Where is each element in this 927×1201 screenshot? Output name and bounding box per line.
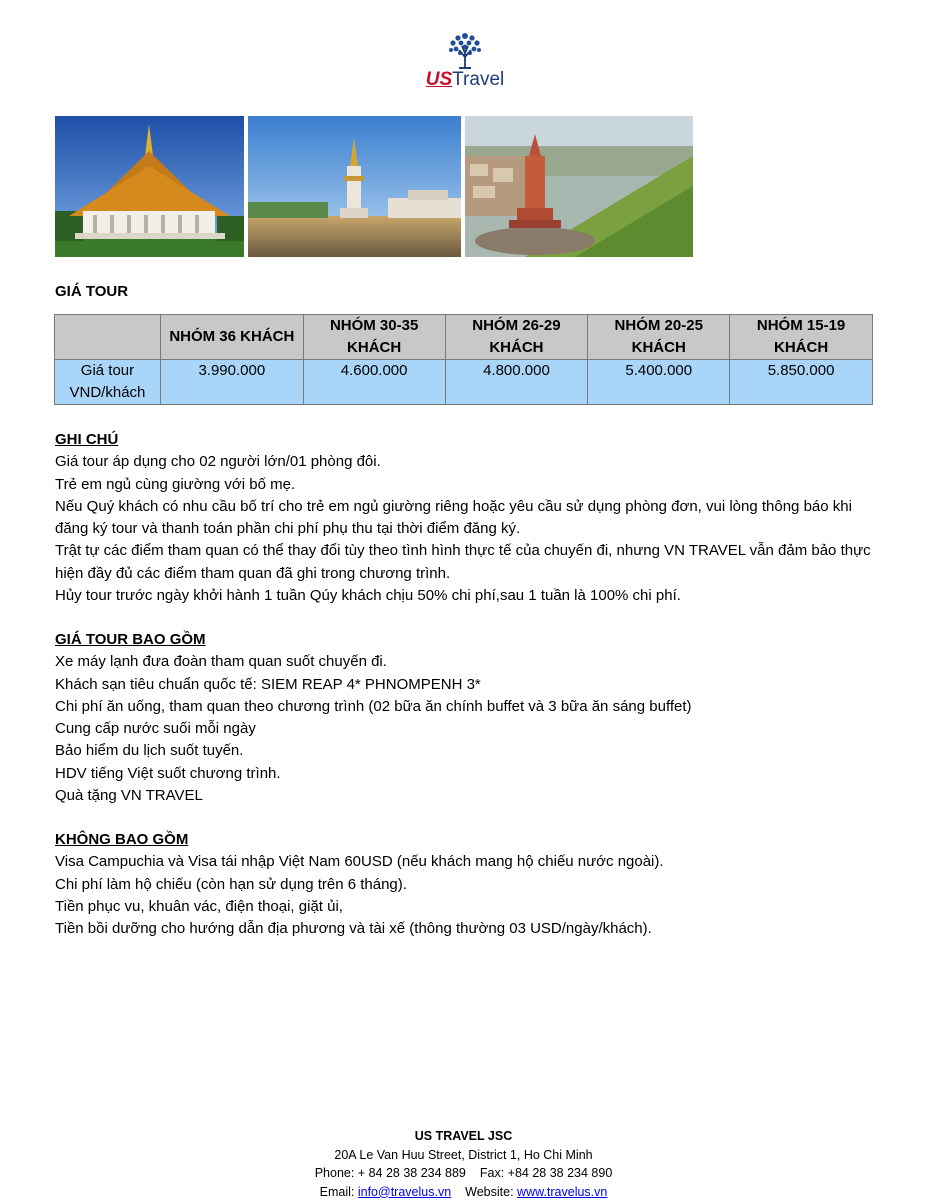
- monument-photo: [248, 116, 461, 257]
- header-cell-group-36: NHÓM 36 KHÁCH: [160, 315, 303, 360]
- includes-line: Khách sạn tiêu chuẩn quốc tế: SIEM REAP 4* PHNOMPENH 3*: [55, 674, 885, 696]
- footer-email-link[interactable]: info@travelus.vn: [358, 1185, 451, 1199]
- includes-title: GIÁ TOUR BAO GỒM: [55, 629, 885, 651]
- footer-contact: [0, 1164, 927, 1183]
- footer-email-label: Email:: [320, 1185, 355, 1199]
- header-cell-group-30-35: NHÓM 30-35 KHÁCH: [303, 315, 445, 360]
- price-table: [54, 314, 873, 405]
- footer-address: 20A Le Van Huu Street, District 1, Ho Chi Minh: [0, 1146, 927, 1165]
- header-cell-empty: [55, 315, 161, 360]
- footer-online: [0, 1183, 927, 1201]
- price-table-header-row: [55, 315, 873, 360]
- includes-line: Bảo hiểm du lịch suốt tuyến.: [55, 740, 885, 762]
- excludes-line: Chi phí làm hộ chiếu (còn hạn sử dụng trên 6 tháng).: [55, 874, 885, 896]
- header-cell-group-20-25: NHÓM 20-25 KHÁCH: [588, 315, 730, 360]
- excludes-line: Tiền bồi dưỡng cho hướng dẫn địa phương và tài xế (thông thường 03 USD/ngày/khách).: [55, 918, 885, 940]
- includes-section: [55, 629, 885, 807]
- price-cell-group-30-35: 4.600.000: [303, 360, 445, 405]
- includes-line: Quà tặng VN TRAVEL: [55, 785, 885, 807]
- royal-palace-photo: [55, 116, 244, 257]
- price-cell-group-15-19: 5.850.000: [730, 360, 873, 405]
- independence-monument-photo: [465, 116, 693, 257]
- notes-line: Trẻ em ngủ cùng giường với bố mẹ.: [55, 474, 885, 496]
- footer-company: US TRAVEL JSC: [0, 1127, 927, 1146]
- header-cell-group-26-29: NHÓM 26-29 KHÁCH: [445, 315, 588, 360]
- includes-line: Xe máy lạnh đưa đoàn tham quan suốt chuyến đi.: [55, 651, 885, 673]
- footer: [0, 1127, 927, 1201]
- price-cell-group-20-25: 5.400.000: [588, 360, 730, 405]
- tree-logo-icon: [445, 30, 485, 70]
- price-cell-group-36: 3.990.000: [160, 360, 303, 405]
- notes-line: Giá tour áp dụng cho 02 người lớn/01 phòng đôi.: [55, 451, 885, 473]
- includes-line: Chi phí ăn uống, tham quan theo chương trình (02 bữa ăn chính buffet và 3 bữa ăn sáng buffet): [55, 696, 885, 718]
- notes-line: Hủy tour trước ngày khởi hành 1 tuần Qúy khách chịu 50% chi phí,sau 1 tuần là 100% chi phí.: [55, 585, 885, 607]
- excludes-line: Visa Campuchia và Visa tái nhập Việt Nam 60USD (nếu khách mang hộ chiếu nước ngoài).: [55, 851, 885, 873]
- price-cell-group-26-29: 4.800.000: [445, 360, 588, 405]
- footer-website-link[interactable]: www.travelus.vn: [517, 1185, 607, 1199]
- notes-title: GHI CHÚ: [55, 429, 885, 451]
- footer-website-label: Website:: [465, 1185, 513, 1199]
- footer-phone: Phone: + 84 28 38 234 889: [315, 1166, 466, 1180]
- notes-line: Trật tự các điểm tham quan có thể thay đổi tùy theo tình hình thực tế của chuyến đi, nhưng VN TRAVEL vẫn đảm bảo thực hiện đầy đủ các điểm tham quan đã ghi trong chương trình.: [55, 540, 885, 585]
- footer-fax: Fax: +84 28 38 234 890: [480, 1166, 612, 1180]
- includes-line: HDV tiếng Việt suốt chương trình.: [55, 763, 885, 785]
- logo-travel-text: Travel: [452, 69, 504, 90]
- excludes-title: KHÔNG BAO GỒM: [55, 829, 885, 851]
- header-cell-group-15-19: NHÓM 15-19 KHÁCH: [730, 315, 873, 360]
- price-heading: GIÁ TOUR: [55, 283, 128, 300]
- excludes-section: [55, 829, 885, 940]
- price-table-row: [55, 360, 873, 405]
- logo-wordmark: [420, 70, 510, 90]
- logo-us-text: US: [426, 69, 452, 90]
- us-travel-logo: [420, 30, 510, 92]
- notes-section: [55, 429, 885, 607]
- excludes-line: Tiền phục vu, khuân vác, điện thoại, giặt ủi,: [55, 896, 885, 918]
- notes-line: Nếu Quý khách có nhu cầu bố trí cho trẻ em ngủ giường riêng hoặc yêu cầu sử dụng phòng đơn, vui lòng thông báo khi đăng ký tour và thanh toán phần chi phí phụ thu tại thời điểm đăng ký.: [55, 496, 885, 541]
- row-label-cell: Giá tour VND/khách: [55, 360, 161, 405]
- includes-line: Cung cấp nước suối mỗi ngày: [55, 718, 885, 740]
